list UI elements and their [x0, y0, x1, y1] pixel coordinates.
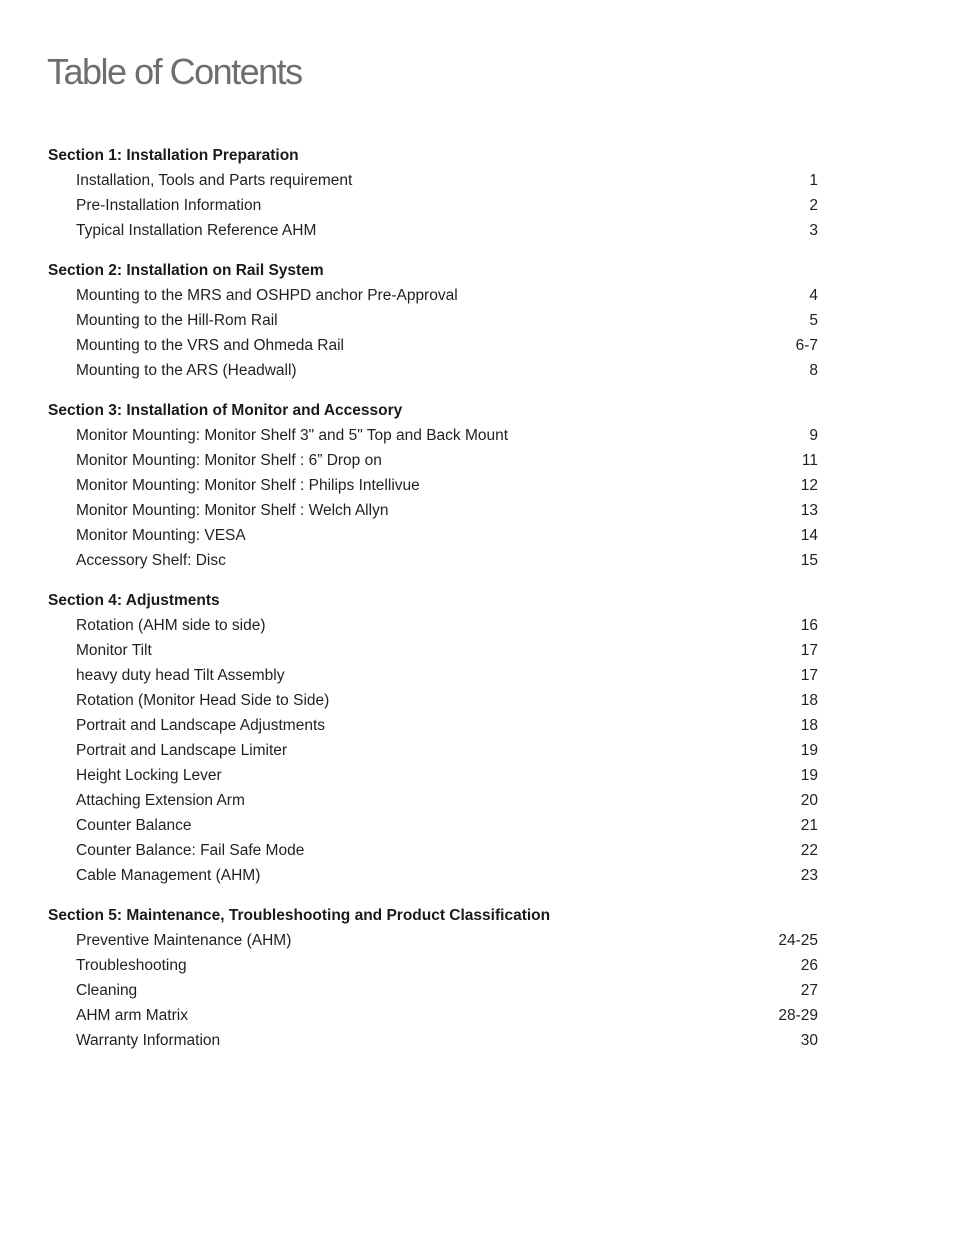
- toc-entry-page-number: 18: [800, 717, 818, 734]
- toc-entry[interactable]: [48, 953, 818, 978]
- toc-entry-label: Mounting to the ARS (Headwall): [76, 362, 297, 379]
- toc-entry-page-number: 23: [800, 867, 818, 884]
- toc-entry[interactable]: [48, 688, 818, 713]
- toc-entry[interactable]: [48, 1028, 818, 1053]
- toc-entry-label: Mounting to the VRS and Ohmeda Rail: [76, 337, 344, 354]
- toc-entry[interactable]: [48, 448, 818, 473]
- toc-entry-page-number: 1: [809, 172, 818, 189]
- toc-entry-page-number: 13: [800, 502, 818, 519]
- toc-entry[interactable]: [48, 713, 818, 738]
- section-heading: Section 5: Maintenance, Troubleshooting and Product Classification: [48, 907, 551, 924]
- toc-entry-label: Pre-Installation Information: [76, 197, 262, 214]
- toc-entry[interactable]: [48, 863, 818, 888]
- toc-entry-label: Monitor Mounting: Monitor Shelf : Welch Allyn: [76, 502, 389, 519]
- page-title: Table of Contents: [47, 51, 302, 92]
- toc-entry-label: Typical Installation Reference AHM: [76, 222, 317, 239]
- toc-entry-page-number: 11: [801, 452, 818, 469]
- toc-entry-page-number: 22: [800, 842, 818, 859]
- toc-entry[interactable]: [48, 283, 818, 308]
- toc-entry-page-number: 17: [800, 642, 818, 659]
- toc-entry-label: Rotation (Monitor Head Side to Side): [76, 692, 330, 709]
- toc-entry-page-number: 14: [800, 527, 818, 544]
- toc-section: [48, 903, 818, 1053]
- toc-entry[interactable]: [48, 1003, 818, 1028]
- toc-entry-label: Warranty Information: [76, 1032, 221, 1049]
- section-heading: Section 1: Installation Preparation: [48, 147, 299, 164]
- toc-entry-label: Preventive Maintenance (AHM): [76, 932, 292, 949]
- toc-entry-page-number: 9: [809, 427, 818, 444]
- toc-entry[interactable]: [48, 638, 818, 663]
- toc-entry-label: Counter Balance: Fail Safe Mode: [76, 842, 305, 859]
- toc-entry-page-number: 26: [800, 957, 818, 974]
- toc-entry-page-number: 4: [809, 287, 818, 304]
- toc-entry[interactable]: [48, 168, 818, 193]
- toc-section: [48, 588, 818, 888]
- toc-entry-label: Monitor Mounting: Monitor Shelf : 6” Drop on: [76, 452, 382, 469]
- section-heading: Section 2: Installation on Rail System: [48, 262, 324, 279]
- toc-entry-page-number: 6-7: [795, 337, 818, 354]
- toc-entry-page-number: 30: [800, 1032, 818, 1049]
- table-of-contents: [48, 143, 818, 1068]
- toc-section: [48, 398, 818, 573]
- toc-entry-page-number: 19: [800, 767, 818, 784]
- toc-entry-page-number: 2: [809, 197, 818, 214]
- toc-entry-label: Installation, Tools and Parts requirement: [76, 172, 353, 189]
- toc-entry-page-number: 24-25: [778, 932, 818, 949]
- toc-entry-page-number: 18: [800, 692, 818, 709]
- toc-entry[interactable]: [48, 423, 818, 448]
- toc-entry-label: Cleaning: [76, 982, 138, 999]
- toc-entry[interactable]: [48, 193, 818, 218]
- toc-entry[interactable]: [48, 763, 818, 788]
- toc-entry-label: Mounting to the MRS and OSHPD anchor Pre-Approval: [76, 287, 458, 304]
- toc-entry-label: Monitor Mounting: VESA: [76, 527, 246, 544]
- toc-entry-label: Monitor Mounting: Monitor Shelf 3" and 5" Top and Back Mount: [76, 427, 509, 444]
- toc-entry-page-number: 19: [800, 742, 818, 759]
- toc-entry[interactable]: [48, 333, 818, 358]
- toc-entry[interactable]: [48, 523, 818, 548]
- toc-entry-label: Monitor Tilt: [76, 642, 152, 659]
- toc-entry[interactable]: [48, 928, 818, 953]
- toc-entry-label: Accessory Shelf: Disc: [76, 552, 226, 569]
- toc-section: [48, 143, 818, 243]
- section-heading: Section 4: Adjustments: [48, 592, 220, 609]
- toc-entry[interactable]: [48, 498, 818, 523]
- toc-entry[interactable]: [48, 358, 818, 383]
- toc-entry-label: Attaching Extension Arm: [76, 792, 245, 809]
- toc-entry[interactable]: [48, 788, 818, 813]
- toc-entry-page-number: 12: [800, 477, 818, 494]
- toc-section: [48, 258, 818, 383]
- toc-entry[interactable]: [48, 548, 818, 573]
- toc-entry-label: Troubleshooting: [76, 957, 187, 974]
- toc-entry-label: Cable Management (AHM): [76, 867, 261, 884]
- toc-entry[interactable]: [48, 813, 818, 838]
- toc-entry-page-number: 17: [800, 667, 818, 684]
- toc-entry[interactable]: [48, 473, 818, 498]
- toc-entry-page-number: 28-29: [778, 1007, 818, 1024]
- toc-entry[interactable]: [48, 308, 818, 333]
- toc-entry-label: AHM arm Matrix: [76, 1007, 188, 1024]
- toc-entry-label: Portrait and Landscape Adjustments: [76, 717, 326, 734]
- toc-entry[interactable]: [48, 978, 818, 1003]
- toc-entry-label: Portrait and Landscape Limiter: [76, 742, 288, 759]
- toc-entry-page-number: 3: [809, 222, 818, 239]
- toc-entry-label: Monitor Mounting: Monitor Shelf : Philips Intellivue: [76, 477, 420, 494]
- toc-entry[interactable]: [48, 838, 818, 863]
- toc-entry-page-number: 21: [800, 817, 818, 834]
- toc-entry-label: heavy duty head Tilt Assembly: [76, 667, 285, 684]
- toc-entry[interactable]: [48, 218, 818, 243]
- toc-entry-label: Counter Balance: [76, 817, 192, 834]
- toc-entry-page-number: 27: [800, 982, 818, 999]
- section-heading: Section 3: Installation of Monitor and Accessory: [48, 402, 403, 419]
- toc-entry-page-number: 5: [809, 312, 818, 329]
- toc-entry[interactable]: [48, 738, 818, 763]
- toc-entry-page-number: 8: [809, 362, 818, 379]
- toc-entry-page-number: 15: [800, 552, 818, 569]
- toc-entry-label: Mounting to the Hill-Rom Rail: [76, 312, 278, 329]
- toc-entry-page-number: 16: [800, 617, 818, 634]
- toc-entry[interactable]: [48, 663, 818, 688]
- toc-entry-label: Height Locking Lever: [76, 767, 222, 784]
- toc-entry-page-number: 20: [800, 792, 818, 809]
- toc-entry[interactable]: [48, 613, 818, 638]
- toc-entry-label: Rotation (AHM side to side): [76, 617, 266, 634]
